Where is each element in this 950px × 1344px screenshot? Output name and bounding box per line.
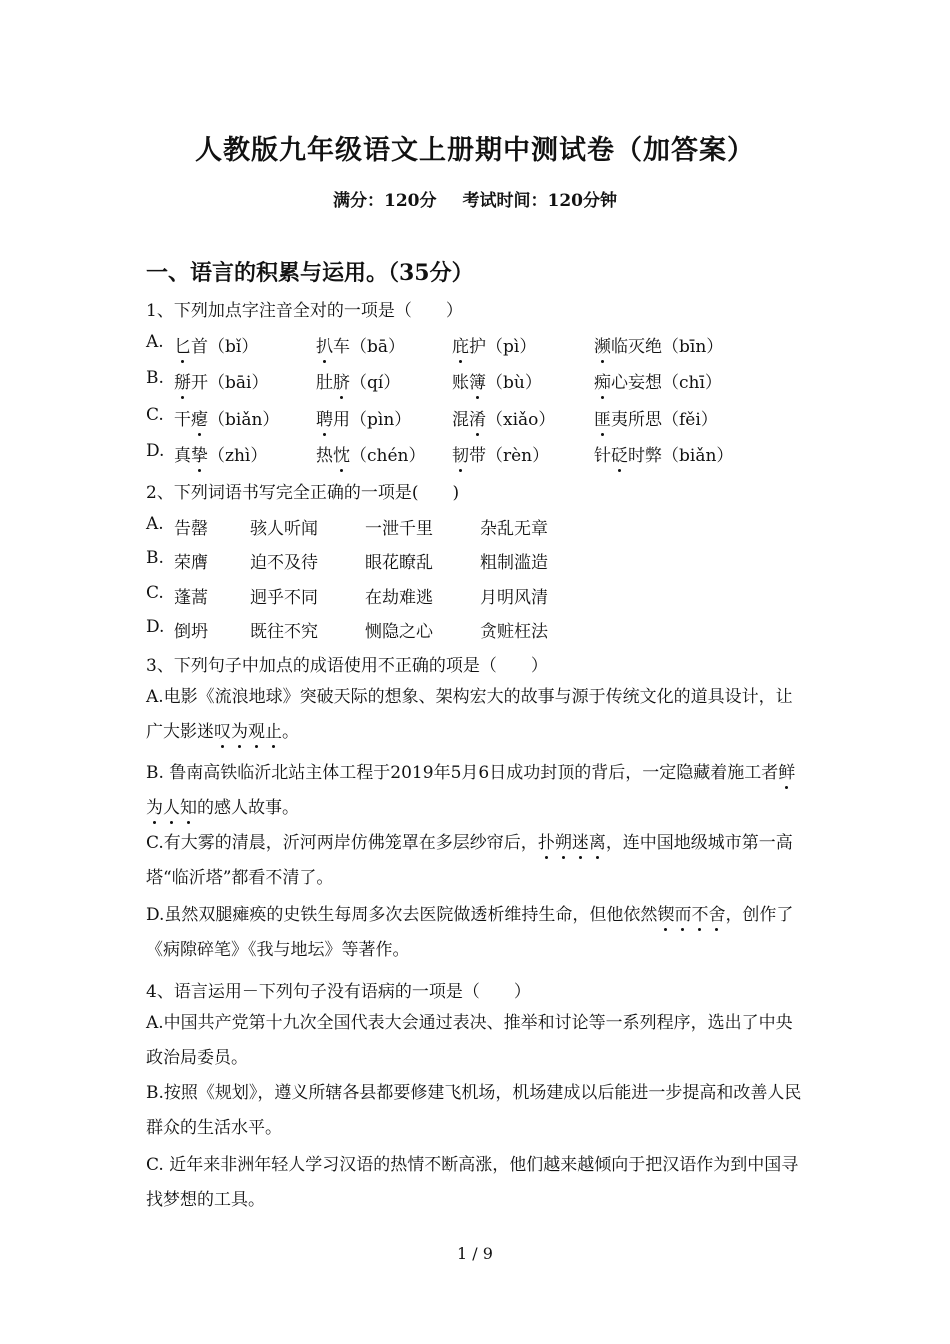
option-word: 在劫难逃 [365, 588, 433, 608]
question-3-option-a: A.电影《流浪地球》突破天际的想象、架构宏大的故事与源于传统文化的道具设计，让广大影迷叹为观止。 [146, 687, 793, 742]
dotted-character: 知 [180, 798, 197, 818]
option-label: D. [146, 617, 165, 637]
question-4-option-c: C. 近年来非洲年轻人学习汉语的热情不断高涨，他们越来越倾向于把汉语作为到中国寻找梦想的工具。 [146, 1155, 799, 1210]
option-item: 庇护（pì） [452, 337, 537, 357]
dotted-character: 叹 [214, 722, 231, 742]
option-label: C. [146, 583, 164, 603]
dotted-character: 掰 [174, 373, 191, 393]
option-word: 粗制滥造 [480, 553, 548, 573]
option-label: B. [146, 368, 164, 388]
exam-time: 考试时间：120分钟 [462, 191, 617, 211]
dotted-character: 止 [265, 722, 282, 742]
section-heading: 一、语言的积累与运用。（35分） [146, 260, 474, 286]
question-2-stem: 2、下列词语书写完全正确的一项是( ) [146, 483, 460, 503]
dotted-character: 锲 [657, 905, 675, 925]
dotted-character: 朔 [554, 833, 572, 853]
question-3-option-b: B. 鲁南高铁临沂北站主体工程于2019年5月6日成功封顶的背后，一定隐藏着施工者鲜为人知的感人故事。 [146, 763, 796, 818]
option-item: 真挚（zhì） [174, 446, 268, 466]
dotted-character: 痴 [594, 373, 611, 393]
dotted-character: 瘪 [191, 410, 208, 430]
option-word: 倒坍 [174, 622, 208, 642]
dotted-character: 匕 [174, 337, 191, 357]
dotted-character: 扒 [316, 337, 333, 357]
option-item: 韧带（rèn） [452, 446, 550, 466]
dotted-character: 观 [248, 722, 265, 742]
dotted-character: 濒 [594, 337, 611, 357]
full-score: 满分：120分 [333, 191, 437, 211]
option-item: 聘用（pìn） [316, 410, 412, 430]
option-item: 扒车（bā） [316, 337, 406, 357]
option-label: A. [146, 514, 164, 534]
option-item: 匪夷所思（fěi） [594, 410, 718, 430]
dotted-character: 为 [146, 798, 163, 818]
dotted-phrase [657, 905, 725, 925]
dotted-character: 不 [691, 905, 709, 925]
question-4-stem: 4、语言运用－下列句子没有语病的一项是（ ） [146, 982, 531, 1002]
dotted-character: 迷 [571, 833, 589, 853]
dotted-character: 淆 [469, 410, 486, 430]
option-word: 荣膺 [174, 553, 208, 573]
option-label: D. [146, 441, 165, 461]
option-item: 濒临灭绝（bīn） [594, 337, 724, 357]
option-item: 混淆（xiǎo） [452, 410, 556, 430]
dotted-character: 韧 [452, 446, 469, 466]
dotted-phrase [214, 722, 282, 742]
option-word: 月明风清 [480, 588, 548, 608]
option-word: 迥乎不同 [250, 588, 318, 608]
question-3-option-c: C.有大雾的清晨，沂河两岸仿佛笼罩在多层纱帘后，扑朔迷离，连中国地级城市第一高塔“临沂塔”都看不清了。 [146, 833, 793, 888]
question-3-stem: 3、下列句子中加点的成语使用不正确的项是（ ） [146, 656, 548, 676]
question-4-option-a: A.中国共产党第十九次全国代表大会通过表决、推举和讨论等一系列程序，选出了中央政治局委员。 [146, 1013, 793, 1068]
option-word: 恻隐之心 [365, 622, 433, 642]
option-word: 贪赃枉法 [480, 622, 548, 642]
dotted-character: 匪 [594, 410, 611, 430]
option-item: 干瘪（biǎn） [174, 410, 280, 430]
question-3-option-d: D.虽然双腿瘫痪的史铁生每周多次去医院做透析维持生命，但他依然锲而不舍，创作了《病隙碎笔》《我与地坛》等著作。 [146, 905, 794, 960]
dotted-character: 庇 [452, 337, 469, 357]
dotted-character: 挚 [191, 446, 208, 466]
dotted-character: 砭 [611, 446, 628, 466]
option-word: 迫不及待 [250, 553, 318, 573]
dotted-character: 离 [588, 833, 606, 853]
option-word: 蓬蒿 [174, 588, 208, 608]
dotted-character: 聘 [316, 410, 333, 430]
dotted-character: 忱 [333, 446, 350, 466]
option-item: 肚脐（qí） [316, 373, 401, 393]
page-number: 1 / 9 [457, 1244, 493, 1263]
option-word: 杂乱无章 [480, 519, 548, 539]
option-word: 眼花瞭乱 [365, 553, 433, 573]
dotted-character: 鲜 [778, 763, 796, 783]
dotted-character: 人 [163, 798, 180, 818]
option-item: 针砭时弊（biǎn） [594, 446, 734, 466]
dotted-character: 舍 [708, 905, 726, 925]
dotted-character: 而 [674, 905, 692, 925]
option-word: 骇人听闻 [250, 519, 318, 539]
option-label: B. [146, 548, 164, 568]
dotted-character: 为 [231, 722, 248, 742]
page-title: 人教版九年级语文上册期中测试卷（加答案） [195, 135, 755, 166]
option-label: C. [146, 405, 164, 425]
dotted-phrase [538, 833, 606, 853]
question-4-option-b: B.按照《规划》，遵义所辖各县都要修建飞机场，机场建成以后能进一步提高和改善人民群众的生活水平。 [146, 1083, 802, 1138]
option-word: 既往不究 [250, 622, 318, 642]
dotted-character: 簿 [469, 373, 486, 393]
option-word: 一泄千里 [365, 519, 433, 539]
option-item: 热忱（chén） [316, 446, 426, 466]
option-item: 痴心妄想（chī） [594, 373, 722, 393]
option-label: A. [146, 332, 164, 352]
exam-info [0, 186, 950, 211]
option-word: 告罄 [174, 519, 208, 539]
dotted-character: 扑 [537, 833, 555, 853]
option-item: 账簿（bù） [452, 373, 542, 393]
option-item: 掰开（bāi） [174, 373, 269, 393]
dotted-character: 脐 [333, 373, 350, 393]
question-1-stem: 1、下列加点字注音全对的一项是（ ） [146, 301, 463, 321]
option-item: 匕首（bǐ） [174, 337, 259, 357]
